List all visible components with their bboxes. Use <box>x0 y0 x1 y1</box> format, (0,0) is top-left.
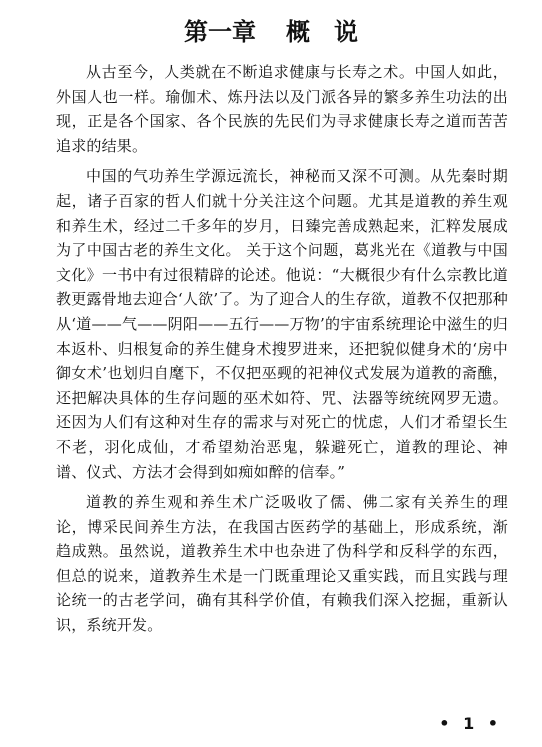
body-text <box>56 60 508 638</box>
chapter-number: 第一章 <box>184 18 256 46</box>
chapter-heading <box>0 12 542 47</box>
page-number: • 1 • <box>439 714 502 733</box>
paragraph-taoist-health: 道教的养生观和养生术广泛吸收了儒、佛二家有关养生的理论，博采民间养生方法，在我国古医药学的基础上，形成系统，渐趋成熟。虽然说，道教养生术中也杂进了伪科学和反科学的东西，但总的说来，道教养生术是一门既重理论又重实践，而且实践与理论统一的古老学问，确有其科学价值，有赖我们深入挖掘，重新认识，系统开发。 <box>56 493 508 635</box>
chapter-title: 概 说 <box>286 18 358 46</box>
paragraph-qigong-history: 中国的气功养生学源远流长，神秘而又深不可测。从先秦时期起，诸子百家的哲人们就十分关注这个问题。尤其是道教的养生观和养生术，经过二千多年的岁月，日臻完善成熟起来，汇粹发展成为了中国古老的养生文化。 关于这个问题，葛兆光在《道教与中国文化》一书中有过很精辟的论述。他说：“大概很少有什么宗教比道教更露骨地去迎合‘人欲’了。为了迎合人的生存欲，道教不仅把那种从‘道——气——阴阳——五行——万物’的宇宙系统理论中滋生的归本返朴、归根复命的养生健身术搜罗进来，还把貌似健身术的‘房中御女术’也划归自麾下，不仅把巫觋的祀神仪式发展为道教的斋醮，还把解决具体的生存问题的巫术如符、咒、法器等统统网罗无遗。还因为人们有这种对生存的需求与对死亡的忧虑，人们才希望长生不老，羽化成仙，才希望劾治恶鬼，躲避死亡，道教的理论、神谱、仪式、方法才会得到如痴如醉的信奉。” <box>56 167 508 481</box>
paragraph-intro: 从古至今，人类就在不断追求健康与长寿之术。中国人如此，外国人也一样。瑜伽术、炼丹法以及门派各异的繁多养生功法的出现，正是各个国家、各个民族的先民们为寻求健康长寿之道而苦苦追求的结果。 <box>56 63 508 155</box>
